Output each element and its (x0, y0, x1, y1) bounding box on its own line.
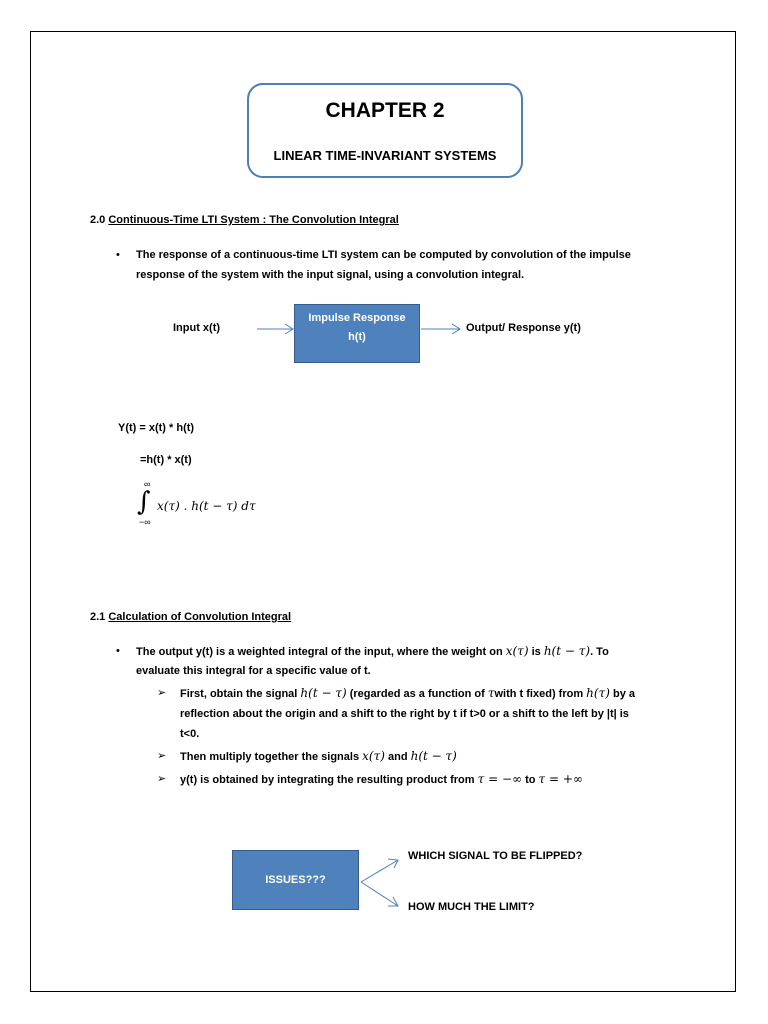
text-run: First, obtain the signal (180, 688, 298, 700)
output-label: Output/ Response y(t) (466, 322, 581, 334)
arrow-line (361, 882, 398, 906)
bullet-icon: • (116, 645, 120, 657)
equation-1: Y(t) = x(t) * h(t) (118, 422, 195, 434)
issue-question: HOW MUCH THE LIMIT? (408, 901, 535, 913)
arrow-bullet-icon: ➢ (157, 750, 167, 762)
text-run: to (525, 774, 536, 786)
paragraph-line: reflection about the origin and a shift to the right by t if t>0 or a shift to the left by |t| is (180, 708, 629, 720)
integrand: x(τ) . h(t − τ) dτ (157, 499, 256, 513)
math-run: τ = −∞ (477, 772, 522, 786)
bullet-icon: • (116, 249, 120, 261)
text-run: y(t) is obtained by integrating the resulting product from (180, 774, 475, 786)
text-run: Then multiply together the signals (180, 751, 360, 763)
input-label: Input x(t) (173, 322, 221, 334)
integral-lower-limit: −∞ (139, 517, 151, 527)
box-line: Impulse Response (308, 312, 406, 324)
equation-2: =h(t) * x(t) (140, 454, 192, 466)
math-run: x(τ) (362, 749, 385, 763)
text-run: is (528, 646, 544, 658)
paragraph-line: response of the system with the input signal, using a convolution integral. (136, 269, 525, 281)
math-run: h(t − τ) (300, 686, 347, 700)
text-run: (regarded as a function of (349, 688, 485, 700)
arrow-line (361, 860, 398, 882)
text-run: The output y(t) is a weighted integral of the input, where the weight on (136, 646, 503, 658)
arrow-bullet-icon: ➢ (157, 687, 167, 699)
paragraph-line (180, 770, 583, 790)
paragraph-line (180, 684, 635, 704)
paragraph-line (180, 747, 457, 767)
math-run: h(τ) (586, 686, 610, 700)
text-run: with t fixed) from (494, 688, 584, 700)
text-run: and (387, 751, 408, 763)
section-number: 2.0 (90, 214, 109, 226)
paragraph-line: The response of a continuous-time LTI system can be computed by convolution of the impulse (136, 249, 631, 261)
text-run: by a (612, 688, 635, 700)
integral-upper-limit: ∞ (144, 479, 151, 489)
issue-question: WHICH SIGNAL TO BE FLIPPED? (408, 850, 583, 862)
math-run: x(τ) (505, 644, 529, 658)
section-2-1-heading (90, 608, 291, 627)
paragraph-line: evaluate this integral for a specific value of t. (136, 665, 371, 677)
section-title: Calculation of Convolution Integral (108, 611, 292, 623)
chapter-title: CHAPTER 2 (325, 99, 445, 122)
math-run: h(t − τ) (410, 749, 457, 763)
math-run: τ (487, 686, 495, 700)
arrow-bullet-icon: ➢ (157, 773, 167, 785)
box-line: h(t) (348, 331, 366, 343)
chapter-subtitle: LINEAR TIME-INVARIANT SYSTEMS (273, 148, 497, 163)
text-run: . To (590, 646, 609, 658)
paragraph-line: t<0. (180, 728, 200, 740)
section-number: 2.1 (90, 611, 109, 623)
issues-box: ISSUES??? (232, 850, 359, 910)
integral-sign: ∫ (137, 487, 151, 517)
math-run: τ = +∞ (538, 772, 583, 786)
section-title: Continuous-Time LTI System : The Convolution Integral (108, 214, 399, 226)
math-run: h(t − τ) (543, 644, 591, 658)
paragraph-line (136, 642, 609, 662)
